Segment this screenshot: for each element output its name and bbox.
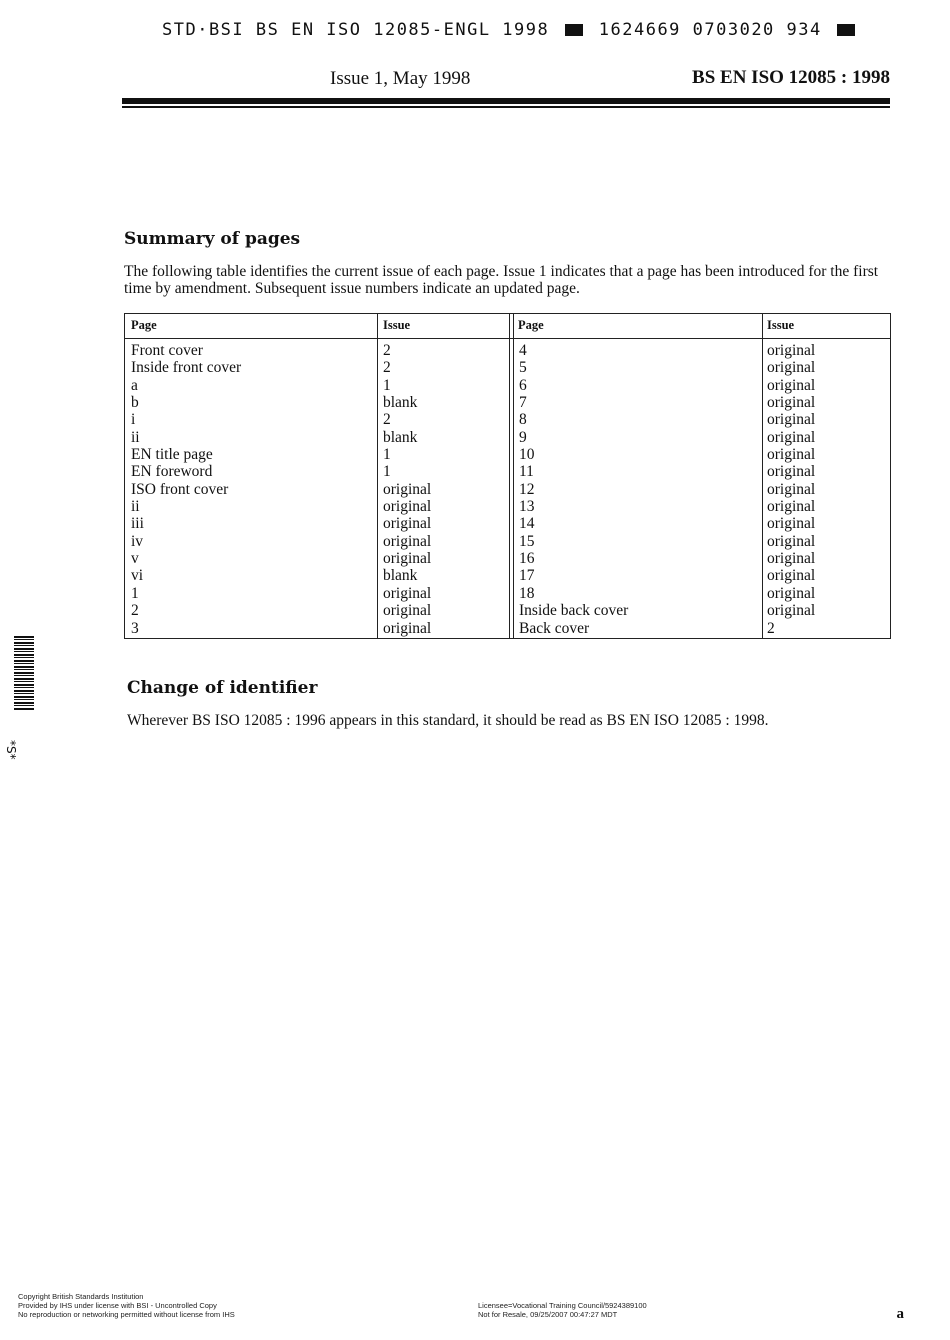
table-cell: 8 bbox=[519, 411, 527, 429]
change-heading: Change of identifier bbox=[127, 678, 318, 698]
table-divider bbox=[762, 314, 763, 638]
table-cell: EN title page bbox=[131, 446, 213, 464]
page-letter: a bbox=[896, 1306, 904, 1322]
table-cell: original bbox=[767, 550, 816, 568]
table-header-issue: Issue bbox=[383, 318, 411, 332]
document-code: STD·BSI BS EN ISO 12085-ENGL 1998 bbox=[162, 20, 550, 40]
code-block-mark bbox=[837, 24, 855, 36]
table-cell: 4 bbox=[519, 342, 527, 359]
table-cell: 14 bbox=[519, 515, 535, 533]
table-cell: 13 bbox=[519, 498, 535, 516]
standard-number: BS EN ISO 12085 : 1998 bbox=[692, 67, 890, 88]
table-cell: original bbox=[767, 342, 816, 359]
table-cell: original bbox=[767, 602, 816, 620]
table-cell: original bbox=[767, 446, 816, 464]
table-cell: Back cover bbox=[519, 619, 590, 637]
table-cell: 7 bbox=[519, 394, 527, 412]
table-cell: ii bbox=[131, 428, 140, 446]
table-cell: iv bbox=[131, 532, 144, 550]
table-cell: 10 bbox=[519, 446, 535, 464]
table-cell: i bbox=[131, 411, 136, 429]
summary-table bbox=[124, 313, 891, 639]
table-cell: original bbox=[767, 376, 816, 394]
table-cell: 18 bbox=[519, 584, 535, 602]
table-cell: Provided by IHS under license with BSI - Uncontrolled Copy bbox=[18, 1301, 217, 1310]
table-cell: Copyright British Standards Institution bbox=[18, 1292, 144, 1301]
table-cell: vi bbox=[131, 567, 144, 585]
table-cell: original bbox=[383, 602, 432, 620]
table-cell: b bbox=[131, 394, 139, 412]
table-cell: original bbox=[767, 532, 816, 550]
table-cell: 3 bbox=[131, 619, 139, 637]
table-cell: ii bbox=[131, 498, 140, 516]
table-cell: original bbox=[383, 498, 432, 516]
table-cell: a bbox=[131, 376, 138, 394]
table-cell: Licensee=Vocational Training Council/5924389100 bbox=[478, 1301, 647, 1310]
right-page-column bbox=[519, 342, 628, 637]
barcode-graphic bbox=[14, 636, 34, 710]
table-cell: ISO front cover bbox=[131, 480, 229, 498]
table-cell: original bbox=[767, 359, 816, 377]
table-cell: 17 bbox=[519, 567, 535, 585]
table-cell: original bbox=[383, 550, 432, 568]
table-cell: 12 bbox=[519, 480, 535, 498]
table-divider bbox=[509, 314, 510, 638]
table-cell: 2 bbox=[383, 359, 391, 377]
summary-intro: The following table identifies the current issue of each page. Issue 1 indicates that a page has been introduced for the first time by amendment. Subsequent issue numbers indicate an updated page. bbox=[124, 263, 879, 297]
table-cell: original bbox=[767, 567, 816, 585]
table-cell: 15 bbox=[519, 532, 535, 550]
table-cell: 1 bbox=[383, 376, 391, 394]
table-cell: 1 bbox=[131, 584, 139, 602]
left-issue-column bbox=[383, 342, 431, 637]
table-cell: 2 bbox=[383, 342, 391, 359]
right-issue-column bbox=[767, 342, 815, 637]
table-cell: original bbox=[767, 515, 816, 533]
table-cell: 9 bbox=[519, 428, 527, 446]
table-cell: 6 bbox=[519, 376, 527, 394]
table-cell: 11 bbox=[519, 463, 534, 481]
table-cell: v bbox=[131, 550, 139, 568]
table-cell: original bbox=[767, 480, 816, 498]
document-code-line bbox=[162, 20, 859, 40]
table-cell: Front cover bbox=[131, 342, 203, 359]
table-cell: EN foreword bbox=[131, 463, 213, 481]
header-rule-thin bbox=[122, 106, 890, 108]
table-cell: Inside front cover bbox=[131, 359, 242, 377]
left-page-column bbox=[131, 342, 241, 637]
table-divider bbox=[377, 314, 378, 638]
table-divider bbox=[513, 314, 514, 638]
table-cell: original bbox=[767, 428, 816, 446]
table-cell: original bbox=[767, 394, 816, 412]
footer-license bbox=[478, 1301, 647, 1319]
table-cell: original bbox=[767, 498, 816, 516]
table-cell: original bbox=[767, 411, 816, 429]
table-cell: Not for Resale, 09/25/2007 00:47:27 MDT bbox=[478, 1310, 618, 1319]
table-cell: 16 bbox=[519, 550, 535, 568]
change-text: Wherever BS ISO 12085 : 1996 appears in this standard, it should be read as BS EN ISO 12085 : 1998. bbox=[127, 712, 769, 729]
table-cell: original bbox=[383, 532, 432, 550]
footer-copyright bbox=[18, 1292, 235, 1319]
table-cell: 2 bbox=[131, 602, 139, 620]
side-mark: *S* bbox=[4, 740, 18, 760]
header-rule bbox=[122, 98, 890, 104]
table-cell: original bbox=[383, 584, 432, 602]
table-cell: 1 bbox=[383, 446, 391, 464]
table-cell: blank bbox=[383, 567, 418, 585]
table-header-rule bbox=[125, 338, 890, 339]
table-cell: blank bbox=[383, 394, 418, 412]
table-cell: original bbox=[383, 515, 432, 533]
table-header-page: Page bbox=[131, 318, 157, 332]
table-header-issue: Issue bbox=[767, 318, 795, 332]
table-cell: 2 bbox=[767, 619, 775, 637]
document-code-number: 1624669 0703020 934 bbox=[598, 20, 822, 40]
table-cell: original bbox=[767, 463, 816, 481]
issue-label: Issue 1, May 1998 bbox=[330, 68, 471, 89]
table-cell: No reproduction or networking permitted without license from IHS bbox=[18, 1310, 235, 1319]
table-cell: original bbox=[767, 584, 816, 602]
table-cell: Inside back cover bbox=[519, 602, 629, 620]
table-cell: original bbox=[383, 619, 432, 637]
code-block-mark bbox=[565, 24, 583, 36]
table-cell: iii bbox=[131, 515, 144, 533]
table-cell: blank bbox=[383, 428, 418, 446]
table-cell: 5 bbox=[519, 359, 527, 377]
table-cell: original bbox=[383, 480, 432, 498]
table-cell: 2 bbox=[383, 411, 391, 429]
summary-heading: Summary of pages bbox=[124, 229, 301, 249]
table-header-page: Page bbox=[518, 318, 544, 332]
table-cell: 1 bbox=[383, 463, 391, 481]
